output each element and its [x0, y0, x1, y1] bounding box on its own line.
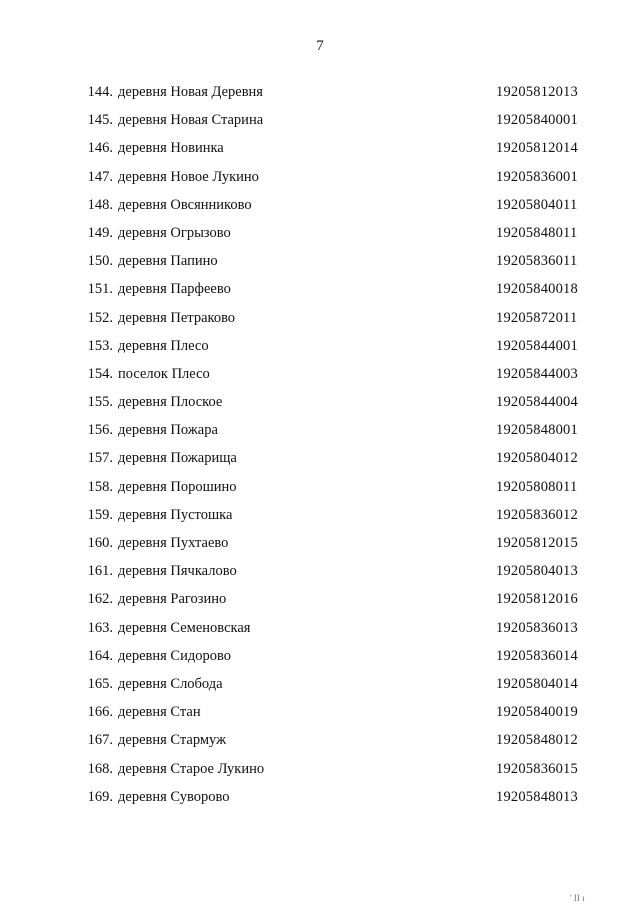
list-row: [0, 675, 640, 703]
list-row: [0, 111, 640, 139]
list-row: [0, 139, 640, 167]
list-row: [0, 619, 640, 647]
settlement-name: деревня Новая Старина: [118, 112, 264, 129]
row-number: 168.: [87, 760, 113, 777]
row-number: 169.: [87, 788, 113, 805]
settlement-name: деревня Пухтаево: [118, 535, 229, 551]
row-number: 148.: [87, 196, 113, 213]
row-number: 161.: [87, 563, 113, 580]
row-number: 155.: [87, 394, 113, 411]
row-number: 162.: [87, 591, 113, 608]
settlement-name: деревня Новинка: [118, 140, 224, 157]
row-number: 159.: [87, 506, 113, 523]
row-number: 156.: [87, 422, 113, 439]
settlement-name: деревня Суворово: [118, 788, 230, 805]
okato-code: 19205804012: [496, 450, 578, 467]
settlement-name: деревня Петраково: [118, 309, 236, 326]
settlement-name: деревня Слобода: [118, 675, 223, 692]
settlement-name: деревня Пожарища: [118, 450, 237, 467]
okato-code: 19205844004: [496, 394, 578, 411]
settlement-name: деревня Семеновская: [118, 619, 251, 636]
row-number: 153.: [87, 337, 113, 354]
list-row: [0, 534, 640, 562]
list-row: [0, 83, 640, 111]
row-number: 150.: [87, 253, 113, 270]
okato-code: 19205804011: [496, 196, 578, 213]
row-number: 164.: [87, 647, 113, 664]
okato-code: 19205812014: [496, 140, 578, 157]
row-number: 167.: [87, 732, 113, 749]
settlement-name: деревня Стармуж: [118, 732, 227, 749]
row-number: 152.: [87, 309, 113, 326]
row-number: 146.: [87, 140, 113, 157]
list-row: [0, 590, 640, 618]
settlement-name: деревня Огрызово: [118, 224, 231, 241]
list-row: [0, 478, 640, 506]
list-row: [0, 337, 640, 365]
row-number: 151.: [87, 281, 113, 298]
list-row: [0, 731, 640, 759]
row-number: 154.: [87, 365, 113, 382]
row-number: 163.: [87, 619, 113, 636]
row-number: 147.: [87, 168, 113, 185]
settlement-name: деревня Овсянниково: [118, 196, 252, 213]
row-number: 145.: [87, 112, 113, 129]
settlement-name: деревня Порошино: [118, 478, 237, 495]
okato-code: 19205848011: [496, 224, 578, 241]
okato-code: 19205836014: [496, 647, 578, 664]
row-number: 149.: [87, 224, 113, 241]
settlement-name: деревня Сидорово: [118, 647, 231, 664]
list-row: [0, 252, 640, 280]
list-row: [0, 562, 640, 590]
okato-code: 19205844003: [496, 365, 578, 382]
okato-code: 19205844001: [496, 337, 578, 354]
okato-code: 19205812016: [496, 591, 578, 608]
footer-scan-marks: ' II ı: [570, 893, 585, 903]
list-row: [0, 421, 640, 449]
settlement-name: поселок Плесо: [118, 365, 210, 382]
settlement-name: деревня Новая Деревня: [118, 84, 263, 100]
okato-code: 19205804013: [496, 563, 578, 580]
settlement-name: деревня Парфеево: [118, 281, 231, 298]
settlement-name: деревня Рагозино: [118, 591, 227, 608]
okato-code: 19205808011: [496, 478, 578, 495]
list-row: [0, 393, 640, 421]
list-row: [0, 224, 640, 252]
settlement-name: деревня Плесо: [118, 337, 209, 354]
okato-code: 19205836001: [496, 168, 578, 185]
okato-code: 19205836011: [496, 253, 578, 270]
settlement-name: деревня Новое Лукино: [118, 168, 259, 185]
list-row: [0, 365, 640, 393]
settlement-list: [0, 83, 640, 816]
list-row: [0, 506, 640, 534]
okato-code: 19205836015: [496, 760, 578, 777]
row-number: 165.: [87, 675, 113, 692]
list-row: [0, 280, 640, 308]
settlement-name: деревня Пячкалово: [118, 563, 237, 580]
settlement-name: деревня Плоское: [118, 394, 223, 411]
list-row: [0, 309, 640, 337]
okato-code: 19205812015: [496, 535, 578, 551]
settlement-name: деревня Папино: [118, 253, 218, 270]
row-number: 158.: [87, 478, 113, 495]
okato-code: 19205836013: [496, 619, 578, 636]
row-number: 166.: [87, 704, 113, 721]
settlement-name: деревня Пустошка: [118, 506, 233, 523]
list-row: [0, 788, 640, 816]
okato-code: 19205840018: [496, 281, 578, 298]
okato-code: 19205836012: [496, 506, 578, 523]
list-row: [0, 449, 640, 477]
settlement-name: деревня Пожара: [118, 422, 218, 439]
page-number: 7: [316, 38, 324, 54]
okato-code: 19205804014: [496, 675, 578, 692]
settlement-name: деревня Стан: [118, 704, 201, 721]
list-row: [0, 703, 640, 731]
okato-code: 19205812013: [496, 84, 578, 100]
okato-code: 19205840019: [496, 704, 578, 721]
okato-code: 19205872011: [496, 309, 578, 326]
row-number: 157.: [87, 450, 113, 467]
okato-code: 19205848012: [496, 732, 578, 749]
row-number: 144.: [87, 84, 113, 100]
list-row: [0, 196, 640, 224]
okato-code: 19205848001: [496, 422, 578, 439]
okato-code: 19205848013: [496, 788, 578, 805]
list-row: [0, 168, 640, 196]
row-number: 160.: [87, 535, 113, 551]
settlement-name: деревня Старое Лукино: [118, 760, 265, 777]
okato-code: 19205840001: [496, 112, 578, 129]
list-row: [0, 647, 640, 675]
list-row: [0, 760, 640, 788]
